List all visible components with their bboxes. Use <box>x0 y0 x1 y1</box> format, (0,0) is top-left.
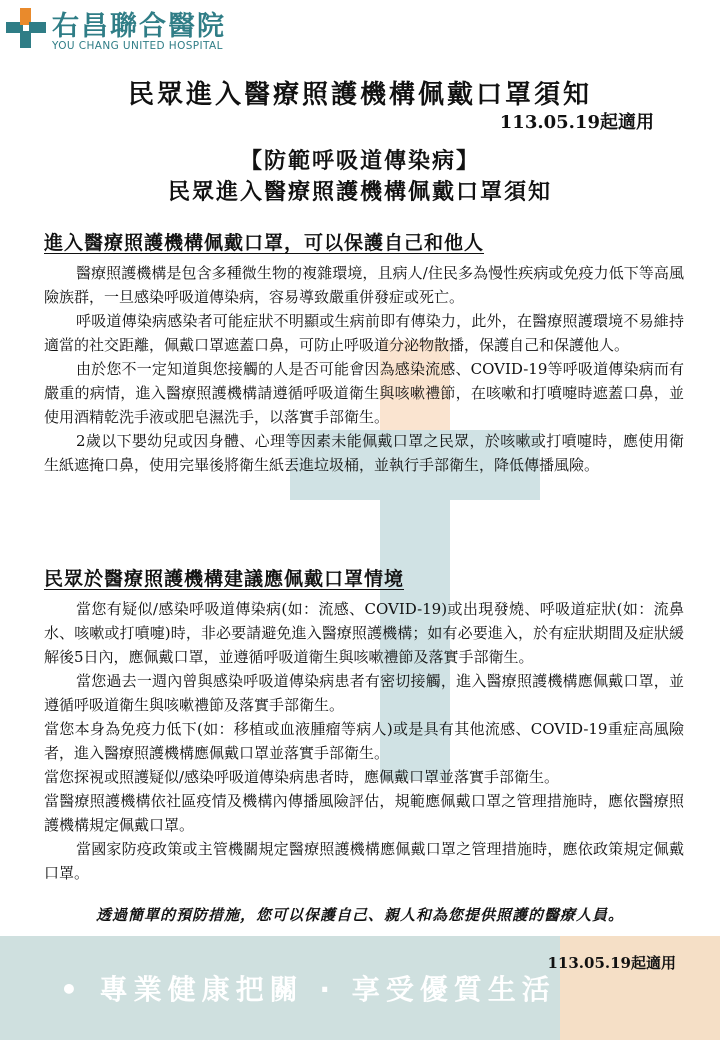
section-2-paragraph: 當您過去一週內曾與感染呼吸道傳染病患者有密切接觸，進入醫療照護機構應佩戴口罩，並遵循呼吸道衛生與咳嗽禮節及落實手部衛生。 <box>44 672 684 714</box>
section-1-paragraph: 2歲以下嬰幼兒或因身體、心理等因素未能佩戴口罩之民眾，於咳嗽或打噴嚏時，應使用衛生紙遮掩口鼻，使用完畢後將衛生紙丟進垃圾桶，並執行手部衛生，降低傳播風險。 <box>44 432 684 474</box>
section-1-paragraph: 呼吸道傳染病感染者可能症狀不明顯或生病前即有傳染力，此外，在醫療照護環境不易維持適當的社交距離，佩戴口罩遮蓋口鼻，可防止呼吸道分泌物散播，保護自己和保護他人。 <box>44 312 684 354</box>
footer-slogan: • 專業健康把關 · 享受優質生活 <box>60 973 556 1006</box>
sub-title <box>0 146 720 208</box>
section-2-paragraph: 當您探視或照護疑似/感染呼吸道傳染病患者時，應佩戴口罩並落實手部衛生。 <box>44 768 560 786</box>
section-2-paragraph: 當您有疑似/感染呼吸道傳染病(如：流感、COVID-19)或出現發燒、呼吸道症狀(如：流鼻水、咳嗽或打噴嚏)時，非必要請避免進入醫療照護機構；如有必要進入，於有症狀期間及症狀緩解後5日內，應佩戴口罩，並遵循呼吸道衛生與咳嗽禮節及落實手部衛生。 <box>44 600 684 666</box>
section-1-heading: 進入醫療照護機構佩戴口罩，可以保護自己和他人 <box>44 232 485 254</box>
closing-statement: 透過簡單的預防措施，您可以保護自己、親人和為您提供照護的醫療人員。 <box>95 906 624 924</box>
hospital-name-en: YOU CHANG UNITED HOSPITAL <box>52 40 223 52</box>
section-mask-situations <box>44 564 684 885</box>
section-1-paragraph: 由於您不一定知道與您接觸的人是否可能會因為感染流感、COVID-19等呼吸道傳染病而有嚴重的病情，進入醫療照護機構請遵循呼吸道衛生與咳嗽禮節，在咳嗽和打噴嚏時遮蓋口鼻，並使用酒精乾洗手液或肥皂濕洗手，以落實手部衛生。 <box>44 360 684 426</box>
hospital-name: 右昌聯合醫院 <box>52 11 226 42</box>
section-2-paragraph: 當國家防疫政策或主管機關規定醫療照護機構應佩戴口罩之管理措施時，應依政策規定佩戴口罩。 <box>44 840 684 882</box>
section-2-paragraph: 當醫療照護機構依社區疫情及機構內傳播風險評估，規範應佩戴口罩之管理措施時，應依醫療照護機構規定佩戴口罩。 <box>44 792 684 834</box>
sub-title-line-2: 民眾進入醫療照護機構佩戴口罩須知 <box>167 179 552 205</box>
main-title: 民眾進入醫療照護機構佩戴口罩須知 <box>127 80 592 110</box>
hospital-header <box>6 4 306 56</box>
sub-title-line-1: 【防範呼吸道傳染病】 <box>239 148 480 174</box>
footer-effective-date: 113.05.19起適用 <box>547 954 676 972</box>
section-protect-self <box>44 228 684 477</box>
section-2-heading: 民眾於醫療照護機構建議應佩戴口罩情境 <box>44 568 405 590</box>
cross-logo-icon <box>6 8 46 48</box>
effective-date: 113.05.19起適用 <box>499 112 654 133</box>
section-2-paragraph: 當您本身為免疫力低下(如：移植或血液腫瘤等病人)或是具有其他流感、COVID-19重症高風險者，進入醫療照護機構應佩戴口罩並落實手部衛生。 <box>44 720 684 762</box>
section-1-paragraph: 醫療照護機構是包含多種微生物的複雜環境，且病人/住民多為慢性疾病或免疫力低下等高風險族群，一旦感染呼吸道傳染病，容易導致嚴重併發症或死亡。 <box>44 264 684 306</box>
